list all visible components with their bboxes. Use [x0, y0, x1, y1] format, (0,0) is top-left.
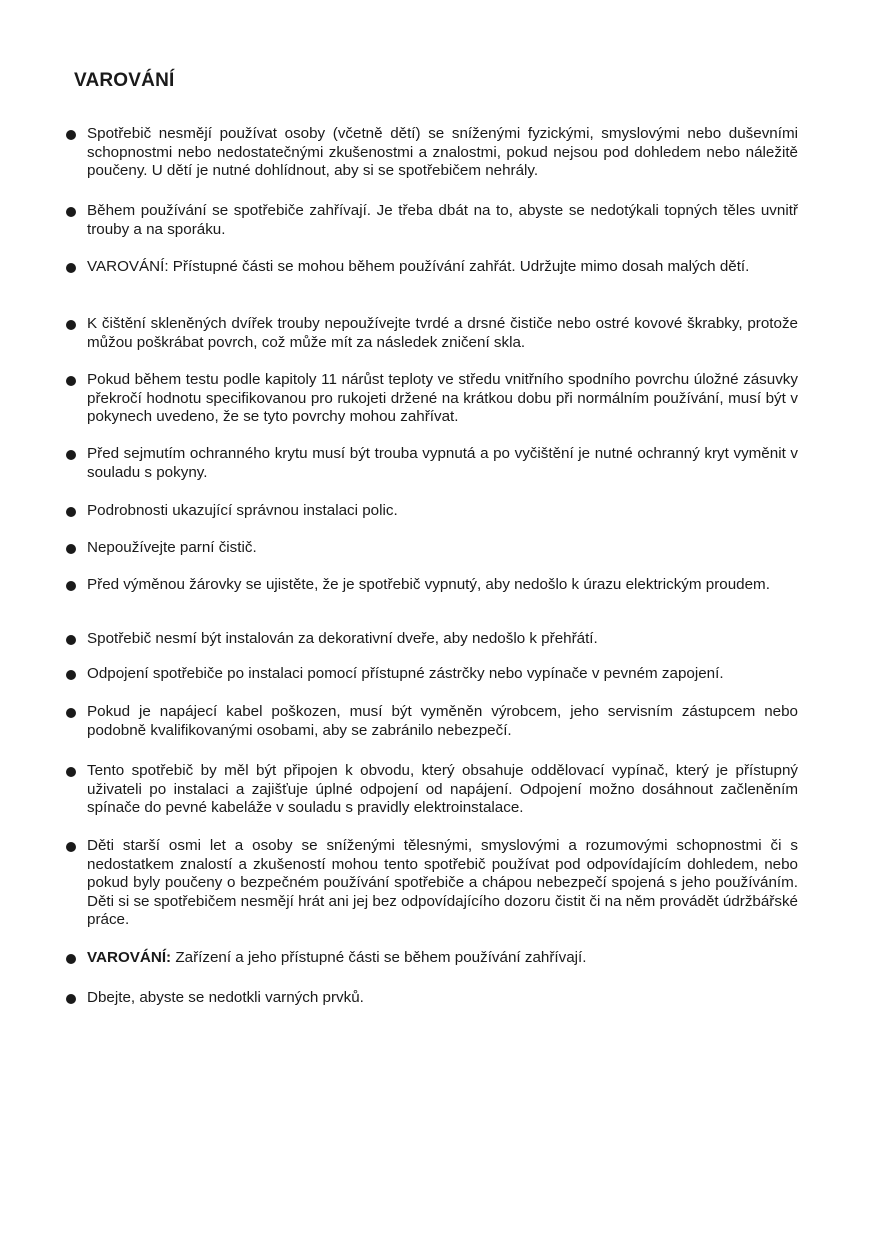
- warning-item-6: [66, 445, 798, 482]
- page-title: VAROVÁNÍ: [74, 70, 175, 91]
- warning-item-5: [66, 371, 798, 427]
- warning-text: Pokud během testu podle kapitoly 11 nárůst teploty ve středu vnitřního spodního povrchu úložné zásuvky překročí hodnotu specifikovanou pro rukojeti držené na krátkou dobu při normálním používání, musí být v pokynech uvedeno, že se tyto povrchy mohou zahřívat.: [87, 371, 798, 425]
- warning-text: Spotřebič nesmí být instalován za dekorativní dveře, aby nedošlo k přehřátí.: [87, 630, 598, 647]
- warning-text: VAROVÁNÍ: Přístupné části se mohou během používání zahřát. Udržujte mimo dosah malých dětí.: [87, 258, 750, 275]
- warning-item-2: [66, 202, 798, 239]
- warning-item-14: [66, 837, 798, 930]
- warning-text: Podrobnosti ukazující správnou instalaci polic.: [87, 502, 398, 519]
- warning-item-13: [66, 762, 798, 818]
- bullet-icon: [66, 376, 76, 386]
- warning-item-12: [66, 703, 798, 740]
- warning-text: Tento spotřebič by měl být připojen k obvodu, který obsahuje oddělovací vypínač, který je přístupný uživateli po instalaci a zajišťuje úplné odpojení od napájení. Odpojení možno dosáhnout začleněním spínače do pevné kabeláže v souladu s pravidly elektroinstalace.: [87, 762, 798, 816]
- warning-body: Zařízení a jeho přístupné části se během používání zahřívají.: [175, 949, 587, 966]
- bullet-icon: [66, 507, 76, 517]
- warning-item-10: [66, 630, 798, 649]
- warning-text: K čištění skleněných dvířek trouby nepoužívejte tvrdé a drsné čističe nebo ostré kovové škrabky, protože můžou poškrábat povrch, což může mít za následek zničení skla.: [87, 315, 798, 351]
- bullet-icon: [66, 767, 76, 777]
- bullet-icon: [66, 320, 76, 330]
- warning-text: Před výměnou žárovky se ujistěte, že je spotřebič vypnutý, aby nedošlo k úrazu elektrickým proudem.: [87, 576, 770, 593]
- warning-item-3: [66, 258, 798, 277]
- warning-text: [87, 949, 798, 968]
- bullet-icon: [66, 207, 76, 217]
- warning-text: Před sejmutím ochranného krytu musí být trouba vypnutá a po vyčištění je nutné ochranný kryt vyměnit v souladu s pokyny.: [87, 445, 798, 481]
- warning-text: Během používání se spotřebiče zahřívají. Je třeba dbát na to, abyste se nedotýkali topných těles uvnitř trouby a na sporáku.: [87, 202, 798, 238]
- bullet-icon: [66, 670, 76, 680]
- bullet-icon: [66, 994, 76, 1004]
- warning-text: Děti starší osmi let a osoby se sníženými tělesnými, smyslovými a rozumovými schopnostmi či s nedostatkem znalostí a zkušeností mohou tento spotřebič používat pod odpovídajícím dohledem, nebo pokud byly poučeny o bezpečném používání spotřebiče a chápou nebezpečí spojená s jeho používáním. Děti si se spotřebičem nesmějí hrát ani jej bez odpovídajícího dozoru čistit či na něm provádět údržbářské práce.: [87, 837, 798, 928]
- warning-text: Dbejte, abyste se nedotkli varných prvků.: [87, 989, 364, 1006]
- warning-item-4: [66, 315, 798, 352]
- bullet-icon: [66, 581, 76, 591]
- bullet-icon: [66, 954, 76, 964]
- bullet-icon: [66, 263, 76, 273]
- warning-text: Spotřebič nesmějí používat osoby (včetně dětí) se sníženými fyzickými, smyslovými nebo duševními schopnostmi nebo nedostatečnými zkušenostmi a znalostmi, pokud nejsou pod dohledem nebo náležitě poučeny. U dětí je nutné dohlídnout, aby si se spotřebičem nehrály.: [87, 125, 798, 179]
- bullet-icon: [66, 450, 76, 460]
- warning-item-9: [66, 576, 798, 595]
- bullet-icon: [66, 842, 76, 852]
- warning-item-8: [66, 539, 798, 558]
- warning-lead: VAROVÁNÍ:: [87, 949, 172, 966]
- bullet-icon: [66, 635, 76, 645]
- warning-item-15: [66, 949, 798, 968]
- warning-item-1: [66, 125, 798, 181]
- warning-text: Nepoužívejte parní čistič.: [87, 539, 257, 556]
- warning-item-16: [66, 989, 798, 1008]
- warning-item-11: [66, 665, 798, 684]
- bullet-icon: [66, 708, 76, 718]
- warning-item-7: [66, 502, 798, 521]
- bullet-icon: [66, 130, 76, 140]
- warning-text: Pokud je napájecí kabel poškozen, musí být vyměněn výrobcem, jeho servisním zástupcem nebo podobně kvalifikovanými osobami, aby se zabránilo nebezpečí.: [87, 703, 798, 739]
- bullet-icon: [66, 544, 76, 554]
- warning-text: Odpojení spotřebiče po instalaci pomocí přístupné zástrčky nebo vypínače v pevném zapojení.: [87, 665, 724, 682]
